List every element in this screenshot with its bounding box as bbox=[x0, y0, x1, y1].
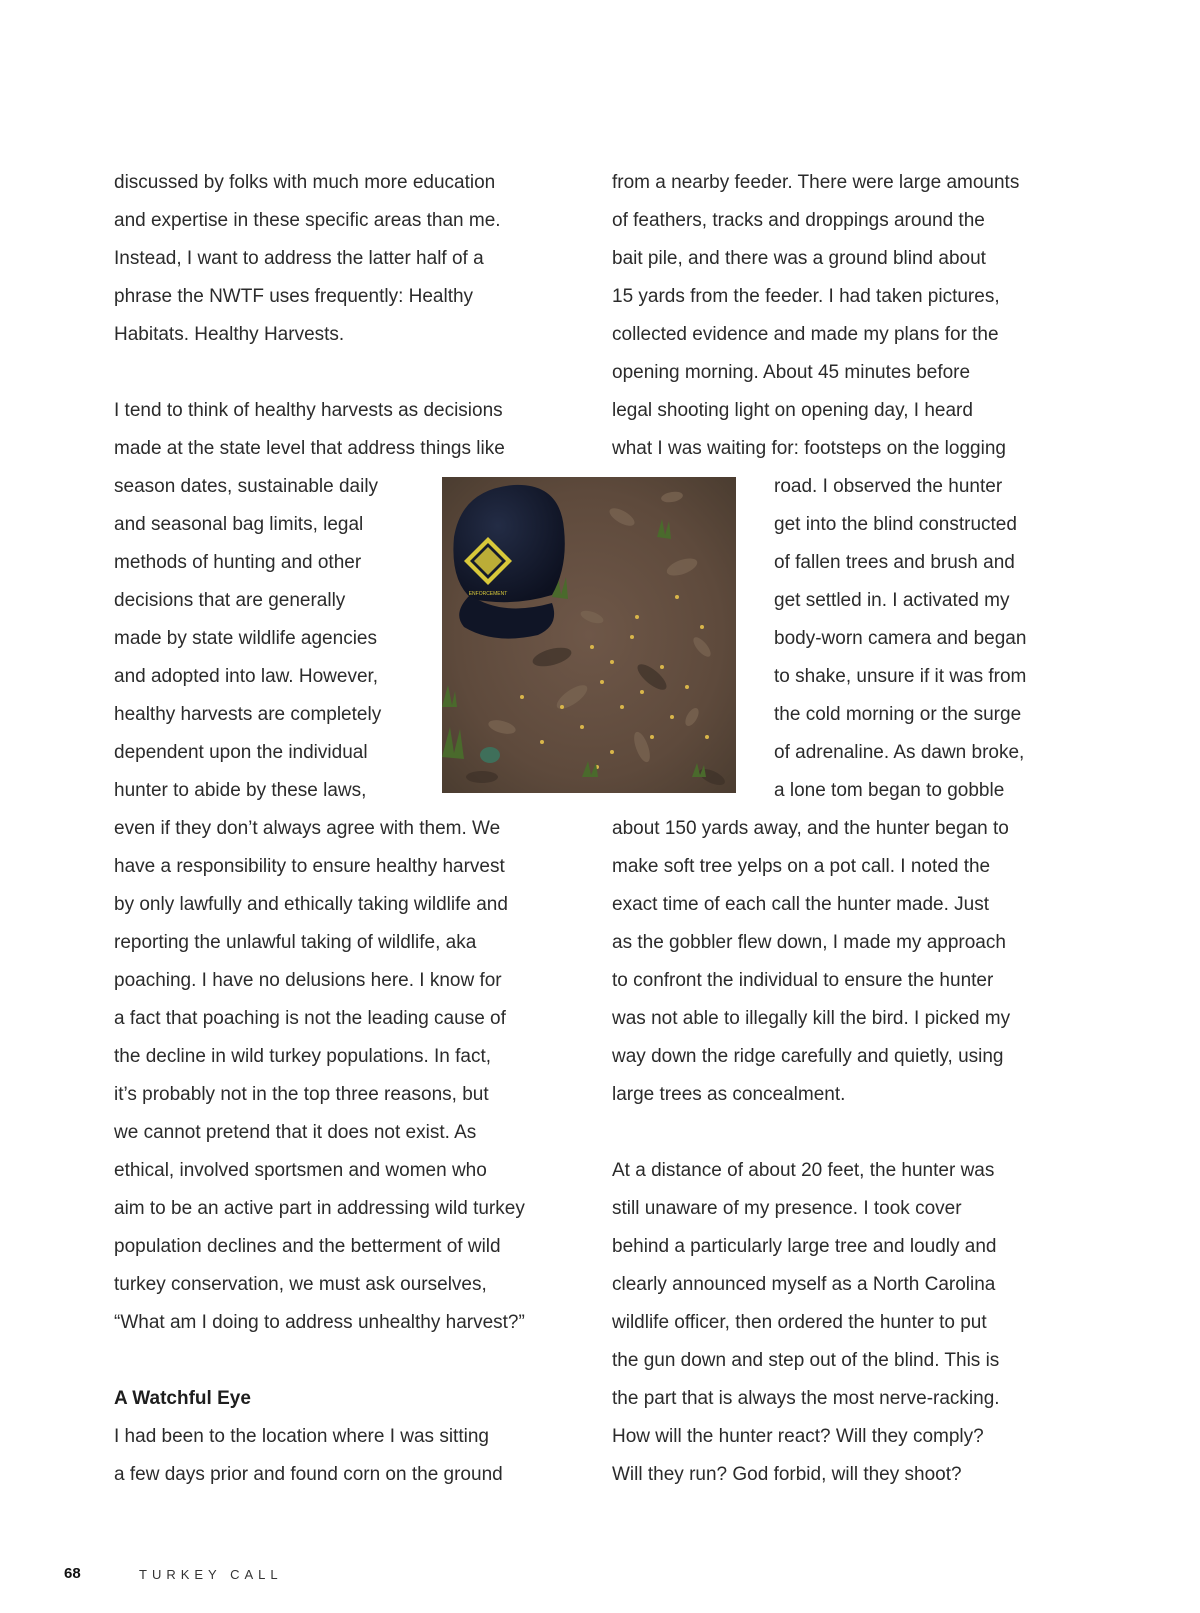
text-line: from a nearby feeder. There were large amounts bbox=[612, 172, 1020, 193]
text-line: of feathers, tracks and droppings around the bbox=[612, 210, 985, 231]
text-line: wildlife officer, then ordered the hunter to put bbox=[612, 1312, 987, 1333]
text-line: aim to be an active part in addressing wild turkey bbox=[114, 1198, 525, 1219]
text-line: behind a particularly large tree and loudly and bbox=[612, 1236, 997, 1257]
text-line: made at the state level that address things like bbox=[114, 438, 505, 459]
text-line: a lone tom began to gobble bbox=[774, 780, 1005, 801]
text-line: of adrenaline. As dawn broke, bbox=[774, 742, 1025, 763]
text-line: of fallen trees and brush and bbox=[774, 552, 1015, 573]
text-line: have a responsibility to ensure healthy harvest bbox=[114, 856, 505, 877]
text-line: body-worn camera and began bbox=[774, 628, 1027, 649]
text-line: 15 yards from the feeder. I had taken pictures, bbox=[612, 286, 1000, 307]
text-line: dependent upon the individual bbox=[114, 742, 368, 763]
text-line: about 150 yards away, and the hunter began to bbox=[612, 818, 1009, 839]
text-line: the decline in wild turkey populations. In fact, bbox=[114, 1046, 492, 1067]
text-line: as the gobbler flew down, I made my approach bbox=[612, 932, 1006, 953]
text-line: ethical, involved sportsmen and women who bbox=[114, 1160, 487, 1181]
cap-patch-text: ENFORCEMENT bbox=[468, 591, 508, 597]
text-line: opening morning. About 45 minutes before bbox=[612, 362, 971, 383]
text-line: get settled in. I activated my bbox=[774, 590, 1010, 611]
text-line: it’s probably not in the top three reasons, but bbox=[114, 1084, 489, 1105]
text-line: collected evidence and made my plans for the bbox=[612, 324, 999, 345]
text-line: the part that is always the most nerve-racking. bbox=[612, 1388, 1000, 1409]
text-line: Will they run? God forbid, will they shoot? bbox=[612, 1464, 962, 1485]
text-line: Habitats. Healthy Harvests. bbox=[114, 324, 345, 345]
text-line: the cold morning or the surge bbox=[774, 704, 1022, 725]
text-line: Instead, I want to address the latter half of a bbox=[114, 248, 484, 269]
text-line: was not able to illegally kill the bird. I picked my bbox=[612, 1008, 1011, 1029]
text-line: to shake, unsure if it was from bbox=[774, 666, 1027, 687]
text-line: methods of hunting and other bbox=[114, 552, 362, 573]
text-line: a fact that poaching is not the leading cause of bbox=[114, 1008, 506, 1029]
text-line: road. I observed the hunter bbox=[774, 476, 1003, 497]
text-line: exact time of each call the hunter made. Just bbox=[612, 894, 990, 915]
text-line: reporting the unlawful taking of wildlife, aka bbox=[114, 932, 477, 953]
text-line: healthy harvests are completely bbox=[114, 704, 382, 725]
text-line: decisions that are generally bbox=[114, 590, 346, 611]
text-line: turkey conservation, we must ask ourselves, bbox=[114, 1274, 487, 1295]
text-line: made by state wildlife agencies bbox=[114, 628, 377, 649]
text-line: and seasonal bag limits, legal bbox=[114, 514, 364, 535]
section-heading: A Watchful Eye bbox=[114, 1388, 251, 1409]
text-line: the gun down and step out of the blind. This is bbox=[612, 1350, 1000, 1371]
text-line: and expertise in these specific areas than me. bbox=[114, 210, 501, 231]
text-line: make soft tree yelps on a pot call. I noted the bbox=[612, 856, 991, 877]
text-line: what I was waiting for: footsteps on the logging bbox=[612, 438, 1006, 459]
text-line: bait pile, and there was a ground blind about bbox=[612, 248, 986, 269]
magazine-title: TURKEY CALL bbox=[139, 1567, 283, 1582]
text-line: At a distance of about 20 feet, the hunter was bbox=[612, 1160, 995, 1181]
text-line: large trees as concealment. bbox=[612, 1084, 846, 1105]
text-line: phrase the NWTF uses frequently: Healthy bbox=[114, 286, 474, 307]
text-line: I had been to the location where I was sitting bbox=[114, 1426, 489, 1447]
text-line: season dates, sustainable daily bbox=[114, 476, 379, 497]
text-line: discussed by folks with much more education bbox=[114, 172, 496, 193]
text-line: by only lawfully and ethically taking wildlife and bbox=[114, 894, 508, 915]
text-line: How will the hunter react? Will they comply? bbox=[612, 1426, 984, 1447]
text-line: I tend to think of healthy harvests as decisions bbox=[114, 400, 503, 421]
text-line: hunter to abide by these laws, bbox=[114, 780, 367, 801]
text-line: a few days prior and found corn on the ground bbox=[114, 1464, 503, 1485]
page-number: 68 bbox=[64, 1565, 81, 1582]
text-line: to confront the individual to ensure the hunter bbox=[612, 970, 994, 991]
text-line: get into the blind constructed bbox=[774, 514, 1017, 535]
text-line: population declines and the betterment of wild bbox=[114, 1236, 501, 1257]
text-line: we cannot pretend that it does not exist. As bbox=[114, 1122, 477, 1143]
text-line: even if they don’t always agree with them. We bbox=[114, 818, 501, 839]
text-line: still unaware of my presence. I took cover bbox=[612, 1198, 962, 1219]
text-line: and adopted into law. However, bbox=[114, 666, 379, 687]
text-line: legal shooting light on opening day, I heard bbox=[612, 400, 973, 421]
text-line: way down the ridge carefully and quietly, using bbox=[612, 1046, 1004, 1067]
text-line: poaching. I have no delusions here. I know for bbox=[114, 970, 502, 991]
cap-on-ground-photo bbox=[442, 477, 736, 793]
text-line: “What am I doing to address unhealthy harvest?” bbox=[114, 1312, 525, 1333]
text-line: clearly announced myself as a North Carolina bbox=[612, 1274, 996, 1295]
